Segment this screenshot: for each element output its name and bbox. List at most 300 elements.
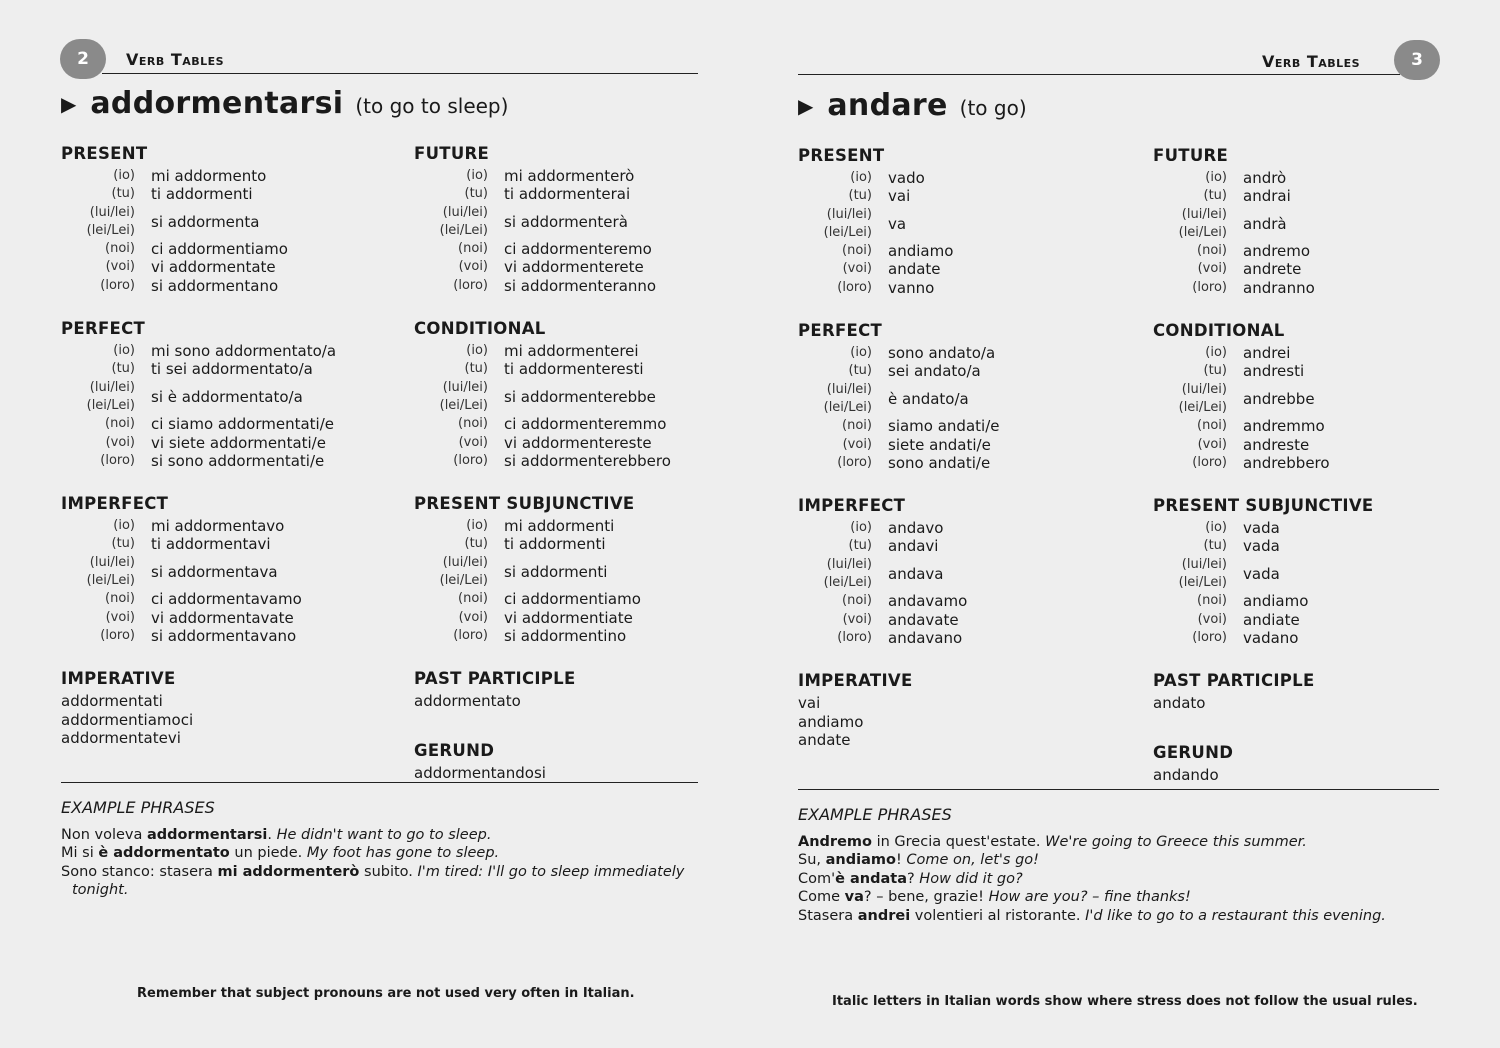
conjugation-row [1153, 537, 1493, 555]
conjugation-row [1153, 242, 1493, 260]
tense-heading: IMPERFECT [61, 494, 169, 514]
tense-heading: CONDITIONAL [1153, 321, 1285, 341]
example-phrase [798, 851, 1386, 870]
pronoun [414, 434, 488, 452]
tense-block [414, 669, 754, 710]
verb-form: si addormentano [151, 276, 279, 295]
tense-heading: IMPERATIVE [798, 671, 913, 691]
tense-column-2 [414, 144, 754, 806]
pronoun [1153, 417, 1227, 435]
example-phrases [798, 806, 1386, 925]
pronoun-text: (tu) [111, 536, 135, 552]
pronoun-text: (tu) [111, 361, 135, 377]
pronoun [798, 344, 872, 362]
pronoun [1153, 206, 1227, 243]
tense-block [798, 146, 1138, 297]
pronoun [414, 342, 488, 360]
verb-form: si sono addormentati/e [151, 451, 325, 470]
pronoun [798, 206, 872, 243]
pronoun-text: (io) [1205, 170, 1227, 185]
pronoun-text: (lui/lei) [442, 204, 488, 220]
tense-column-1 [61, 144, 401, 771]
verb-form: vada [1243, 564, 1280, 583]
conjugation-row [61, 415, 401, 433]
conjugation-row [61, 452, 401, 470]
example-translation: My foot has gone to sleep. [306, 845, 500, 861]
conjugation-row [798, 381, 1138, 418]
verb-form: andrei [1243, 344, 1291, 363]
pronoun [798, 279, 872, 297]
pronoun-text: (tu) [1203, 363, 1227, 379]
verb-form: andate [798, 730, 851, 749]
verb-translation: (to go to sleep) [355, 94, 509, 118]
pronoun-text: (tu) [464, 536, 488, 552]
example-text: volentieri al ristorante. [910, 907, 1086, 924]
conjugation-row [1153, 344, 1493, 362]
example-text: ? – bene, grazie! [863, 889, 989, 905]
verb-infinitive: andare [827, 88, 948, 123]
example-text: Stasera [798, 907, 858, 924]
verb-form: sono andato/a [888, 344, 996, 363]
pronoun-text: (noi) [105, 416, 135, 432]
pronoun [414, 277, 488, 295]
conjugation-row [1153, 417, 1493, 435]
verb-form: andiamo [798, 712, 864, 731]
tense-heading: IMPERFECT [798, 496, 906, 516]
conjugation-row [61, 627, 401, 645]
conjugation-row [414, 277, 754, 295]
pronoun-text: (voi) [458, 609, 488, 625]
pronoun-text: (loro) [100, 277, 135, 293]
conjugation-row [798, 417, 1138, 435]
pronoun [798, 362, 872, 380]
verb-form: andate [888, 260, 941, 279]
verb-form: andavano [888, 628, 963, 647]
pronoun-text-alt: (lei/Lei) [86, 573, 135, 589]
pronoun [1153, 519, 1227, 537]
verb-form: si addormenti [504, 562, 608, 581]
verb-form: si addormentino [504, 626, 627, 645]
pronoun [1153, 381, 1227, 418]
verb-form: vi addormenterete [504, 258, 644, 277]
pronoun-text: (io) [850, 345, 872, 361]
pronoun-text: (lui/lei) [826, 206, 872, 222]
example-text: Su, [798, 852, 826, 868]
verb-form: mi sono addormentato/a [151, 342, 337, 361]
pronoun [61, 590, 135, 608]
verb-form: è andato/a [888, 389, 969, 408]
conjugation-row [414, 185, 754, 203]
verb-form: ci addormenteremo [504, 240, 652, 259]
pronoun [414, 360, 488, 378]
header-rule [102, 73, 698, 74]
header-rule [798, 74, 1400, 75]
tense-block [1153, 321, 1493, 472]
conjugation-row [61, 535, 401, 553]
pronoun-text: (voi) [842, 261, 872, 277]
tense-heading: PRESENT SUBJUNCTIVE [414, 494, 635, 514]
example-text: Mi si [61, 845, 99, 861]
verb-form: siamo andati/e [888, 417, 1000, 436]
header-title: Verb Tables [126, 50, 225, 69]
pronoun [798, 260, 872, 278]
example-verb: è addormentato [98, 845, 230, 861]
conjugation-row [414, 554, 754, 591]
pronoun-text: (noi) [842, 243, 872, 259]
tense-block [1153, 743, 1493, 784]
verb-form: mi addormenterei [504, 342, 639, 361]
verb-form: ti addormentavi [151, 535, 271, 554]
pronoun [1153, 362, 1227, 380]
pronoun-text: (io) [466, 343, 488, 359]
pronoun-text-alt: (lei/Lei) [86, 397, 135, 413]
example-translation: He didn't want to go to sleep. [276, 826, 492, 843]
tense-heading: IMPERATIVE [61, 669, 176, 689]
pronoun [61, 554, 135, 591]
example-translation: I'm tired: I'll go to sleep immediately [417, 863, 685, 880]
pronoun [414, 554, 488, 591]
tense-block [1153, 671, 1493, 712]
tense-block [61, 669, 401, 747]
pronoun [798, 187, 872, 205]
footnote: Remember that subject pronouns are not used very often in Italian. [137, 986, 635, 1001]
tense-block [798, 321, 1138, 472]
pronoun [61, 609, 135, 627]
pronoun-text: (io) [850, 170, 872, 185]
verb-form: mi addormentavo [151, 517, 285, 536]
conjugation-row [798, 611, 1138, 629]
example-verb: andiamo [825, 852, 896, 868]
verb-form: andremo [1243, 242, 1311, 261]
pronoun [1153, 454, 1227, 472]
verb-form: andavate [888, 610, 959, 629]
pronoun-text: (lui/lei) [1181, 206, 1227, 222]
example-phrase [61, 881, 684, 900]
conjugation-row [414, 517, 754, 535]
verb-form: ti addormenteresti [504, 360, 644, 379]
verb-form: andava [888, 564, 944, 583]
examples-heading: EXAMPLE PHRASES [61, 798, 215, 817]
example-translation: How did it go? [919, 870, 1023, 887]
example-verb: Andremo [798, 833, 872, 850]
verb-form: sei andato/a [888, 362, 981, 381]
example-translation: I'd like to go to a restaurant this evening. [1085, 907, 1386, 924]
pronoun [798, 417, 872, 435]
conjugation-row [798, 169, 1138, 187]
pronoun [414, 415, 488, 433]
pronoun [1153, 611, 1227, 629]
verb-form: vi addormentavate [151, 608, 294, 627]
pronoun-text: (lui/lei) [89, 379, 135, 395]
pronoun [798, 537, 872, 555]
pronoun-text: (loro) [837, 454, 872, 470]
conjugation-row [61, 240, 401, 258]
example-translation: Come on, let's go! [906, 852, 1039, 868]
pronoun-text: (tu) [111, 186, 135, 202]
verb-form: vi siete addormentati/e [151, 433, 326, 452]
pronoun [1153, 556, 1227, 593]
pronoun [798, 629, 872, 647]
pronoun [1153, 629, 1227, 647]
tense-heading: PRESENT [798, 146, 885, 165]
pronoun-text: (loro) [100, 452, 135, 468]
verb-form: mi addormenterò [504, 167, 635, 185]
pronoun-text-alt: (lei/Lei) [86, 222, 135, 238]
verb-form: vanno [888, 278, 935, 297]
verb-form: andavi [888, 537, 939, 556]
pronoun-text: (io) [1205, 520, 1227, 536]
verb-form: si addormenteranno [504, 276, 657, 295]
pronoun [61, 434, 135, 452]
pronoun-text: (loro) [453, 627, 488, 643]
verb-form: siete andati/e [888, 435, 991, 454]
examples-heading: EXAMPLE PHRASES [798, 805, 952, 824]
pronoun [61, 535, 135, 553]
verb-form: ti addormenterai [504, 185, 631, 204]
verb-form: vi addormentiate [504, 608, 633, 627]
pronoun-text: (voi) [105, 434, 135, 450]
tense-block [798, 671, 1138, 749]
pronoun [61, 415, 135, 433]
pronoun-text: (io) [113, 518, 135, 534]
example-text: subito. [359, 863, 418, 880]
pronoun [61, 342, 135, 360]
pronoun-text: (noi) [1197, 418, 1227, 434]
pronoun [1153, 187, 1227, 205]
pronoun-text-alt: (lei/Lei) [439, 222, 488, 238]
pronoun [61, 517, 135, 535]
verb-form: si addormenterebbe [504, 387, 656, 406]
verb-form: vada [1243, 519, 1280, 538]
pronoun-text: (loro) [453, 277, 488, 293]
verb-form: vi addormentate [151, 258, 276, 277]
verb-form: andrete [1243, 260, 1302, 279]
conjugation-row [61, 258, 401, 276]
conjugation-row [414, 360, 754, 378]
pronoun [1153, 436, 1227, 454]
conjugation-row [798, 187, 1138, 205]
tense-heading: PERFECT [798, 321, 883, 341]
conjugation-row [798, 362, 1138, 380]
pronoun [798, 169, 872, 187]
pronoun [798, 611, 872, 629]
pronoun-text: (voi) [105, 609, 135, 625]
example-text: un piede. [229, 845, 307, 861]
example-phrase [798, 870, 1386, 889]
pronoun-text: (loro) [837, 629, 872, 645]
pronoun [1153, 279, 1227, 297]
tense-block [1153, 496, 1493, 647]
pronoun-text: (loro) [100, 627, 135, 643]
pronoun-text-alt: (lei/Lei) [823, 575, 872, 591]
conjugation-row [1153, 381, 1493, 418]
conjugation-row [61, 517, 401, 535]
verb-form: va [888, 214, 907, 233]
pronoun-text-alt: (lei/Lei) [823, 399, 872, 415]
pronoun-text: (io) [466, 168, 488, 183]
tense-block [798, 496, 1138, 647]
verb-form: andiamo [1243, 592, 1309, 611]
tense-heading: PRESENT [61, 144, 148, 163]
pronoun-text: (noi) [842, 418, 872, 434]
pronoun [798, 381, 872, 418]
pronoun-text: (io) [466, 518, 488, 534]
conjugation-row [798, 206, 1138, 243]
verb-form: addormentato [414, 692, 521, 711]
verb-form: andrebbe [1243, 389, 1315, 408]
conjugation-row [61, 360, 401, 378]
pronoun [414, 452, 488, 470]
pronoun [61, 185, 135, 203]
conjugation-row [798, 279, 1138, 297]
pronoun-text: (loro) [1192, 629, 1227, 645]
conjugation-row [414, 342, 754, 360]
conjugation-row [61, 204, 401, 241]
example-verb: addormentarsi [147, 826, 268, 843]
pronoun-text: (voi) [1197, 436, 1227, 452]
pronoun [1153, 592, 1227, 610]
example-phrases [61, 799, 684, 900]
pronoun-text: (loro) [837, 279, 872, 295]
pronoun-text: (noi) [105, 591, 135, 607]
example-text: Com' [798, 870, 836, 887]
pronoun [61, 240, 135, 258]
verb-form: andando [1153, 765, 1219, 784]
verb-form: ci addormentavamo [151, 590, 302, 609]
header-title: Verb Tables [1262, 52, 1361, 71]
verb-form: addormentandosi [414, 763, 546, 782]
conjugation-row [414, 240, 754, 258]
tense-heading: PAST PARTICIPLE [1153, 671, 1315, 691]
pronoun-text: (noi) [1197, 593, 1227, 609]
conjugation-row [61, 167, 401, 185]
pronoun-text: (io) [113, 343, 135, 359]
example-verb: va [844, 889, 864, 905]
verb-form: ci addormenteremmo [504, 415, 667, 434]
conjugation-row [61, 554, 401, 591]
conjugation-row [61, 277, 401, 295]
conjugation-row [61, 379, 401, 416]
pronoun-text-alt: (lei/Lei) [1178, 399, 1227, 415]
pronoun [798, 242, 872, 260]
tense-block [414, 319, 754, 470]
example-phrase [798, 888, 1386, 907]
conjugation-row [1153, 592, 1493, 610]
pronoun-text: (lui/lei) [442, 379, 488, 395]
conjugation-row [1153, 260, 1493, 278]
pronoun-text: (voi) [1197, 261, 1227, 277]
example-text: . [267, 826, 277, 843]
pronoun-text: (noi) [458, 591, 488, 607]
verb-form: vai [888, 187, 911, 206]
example-phrase [61, 863, 684, 882]
conjugation-row [1153, 187, 1493, 205]
conjugation-row [1153, 629, 1493, 647]
verb-form: andrai [1243, 187, 1291, 206]
conjugation-row [414, 258, 754, 276]
conjugation-row [798, 629, 1138, 647]
pronoun-text: (voi) [1197, 611, 1227, 627]
conjugation-row [798, 260, 1138, 278]
pronoun [61, 379, 135, 416]
examples-rule [61, 782, 698, 783]
tense-heading: FUTURE [1153, 146, 1229, 165]
tense-heading: PRESENT SUBJUNCTIVE [1153, 496, 1374, 516]
pronoun [61, 258, 135, 276]
example-text: ! [895, 852, 907, 868]
pronoun [414, 379, 488, 416]
verb-form: si addormenta [151, 212, 260, 231]
tense-block [414, 494, 754, 645]
tense-heading: GERUND [1153, 742, 1234, 762]
tense-block [61, 144, 401, 295]
verb-form: andremmo [1243, 417, 1325, 436]
pronoun-text-alt: (lei/Lei) [439, 573, 488, 589]
verb-form: addormentatevi [61, 728, 181, 747]
verb-form: si è addormentato/a [151, 387, 303, 406]
pronoun [798, 436, 872, 454]
conjugation-row [1153, 519, 1493, 537]
example-text: in Grecia quest'estate. [871, 833, 1046, 850]
tense-heading: CONDITIONAL [414, 319, 546, 339]
conjugation-row [61, 185, 401, 203]
pronoun-text: (lui/lei) [89, 554, 135, 570]
pronoun-text: (noi) [105, 241, 135, 257]
example-translation: tonight. [72, 882, 129, 898]
verb-title [61, 86, 508, 121]
tense-heading: GERUND [414, 740, 495, 760]
pronoun [414, 240, 488, 258]
pronoun-text: (tu) [848, 538, 872, 554]
verb-form: andiamo [888, 242, 954, 261]
pronoun-text: (voi) [458, 434, 488, 450]
conjugation-row [1153, 206, 1493, 243]
verb-form: si addormenterebbero [504, 451, 671, 470]
conjugation-row [414, 204, 754, 241]
pronoun [414, 204, 488, 241]
verb-form: ti addormenti [151, 185, 253, 204]
example-verb: mi addormenterò [217, 863, 360, 880]
conjugation-row [414, 434, 754, 452]
verb-form: andavamo [888, 592, 968, 611]
right-page [750, 0, 1500, 1048]
pronoun-text: (lui/lei) [826, 381, 872, 397]
conjugation-row [1153, 436, 1493, 454]
pronoun-text: (tu) [1203, 188, 1227, 204]
conjugation-row [414, 535, 754, 553]
pronoun [61, 627, 135, 645]
pronoun [414, 258, 488, 276]
pronoun [414, 517, 488, 535]
pronoun [414, 627, 488, 645]
verb-form: andato [1153, 694, 1206, 713]
verb-form: addormentiamoci [61, 710, 194, 729]
tense-block [414, 741, 754, 782]
verb-form: si addormentavano [151, 626, 297, 645]
pronoun-text: (voi) [842, 436, 872, 452]
pronoun-text: (lui/lei) [442, 554, 488, 570]
example-text: Come [798, 889, 845, 905]
pronoun [61, 167, 135, 185]
pronoun [414, 185, 488, 203]
pronoun-text: (voi) [458, 259, 488, 275]
verb-form: addormentati [61, 692, 163, 711]
verb-form: mi addormento [151, 167, 267, 185]
example-phrase [61, 844, 684, 863]
verb-title [798, 88, 1027, 123]
verb-form: vi addormentereste [504, 433, 652, 452]
tense-block [414, 144, 754, 295]
